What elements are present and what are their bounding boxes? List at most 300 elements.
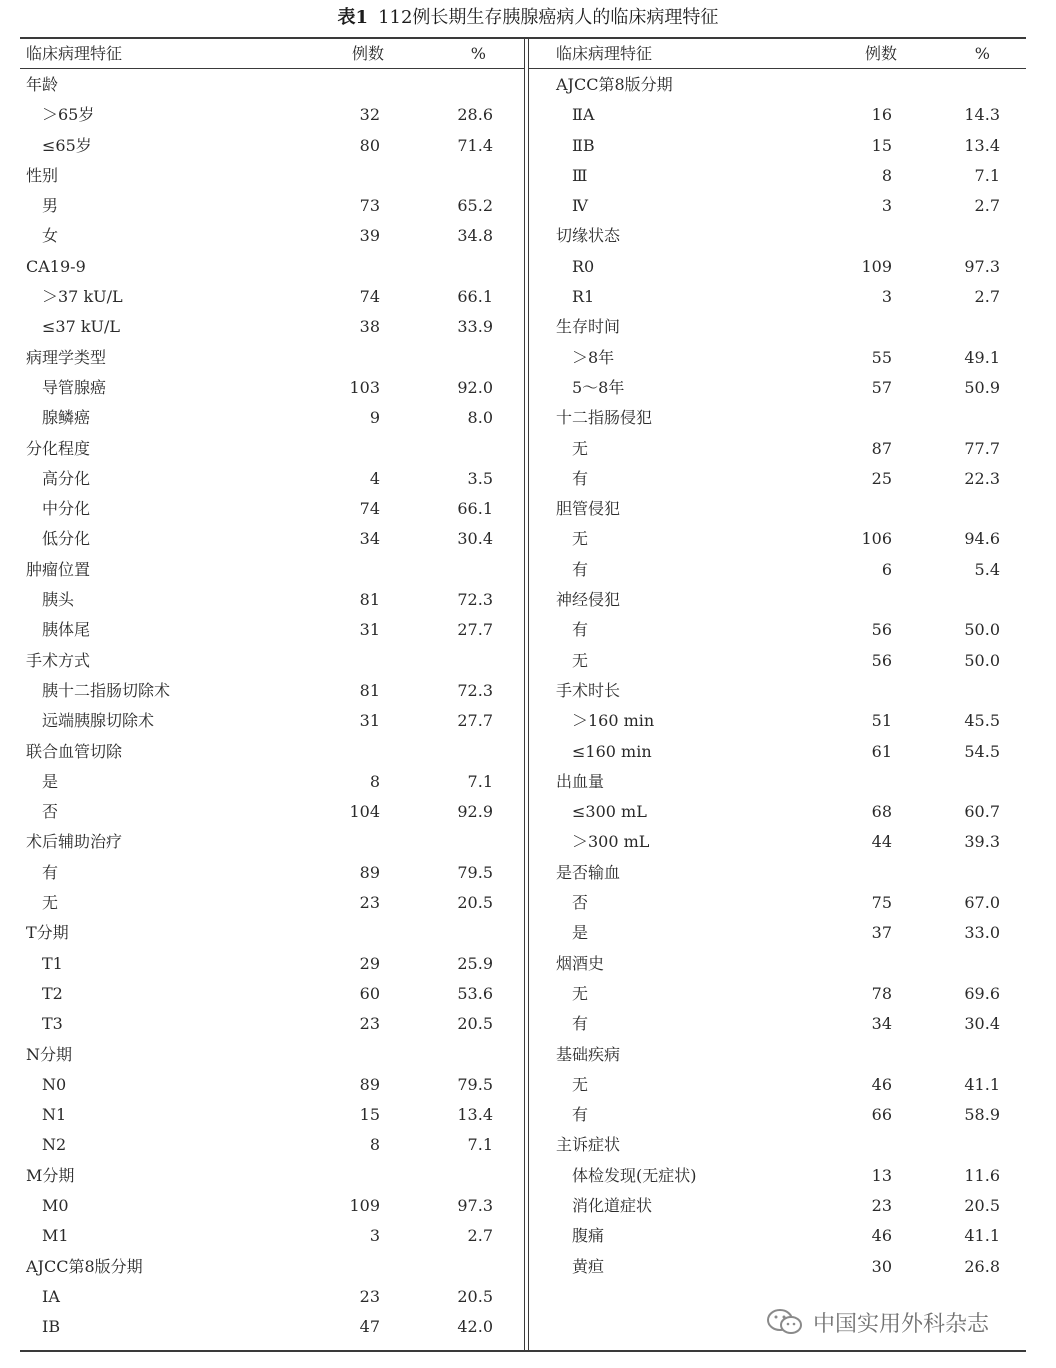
category-label: 切缘状态 <box>556 226 621 246</box>
right-table-column <box>529 40 1026 1276</box>
table-row <box>20 312 524 342</box>
row-count: 74 <box>359 287 380 307</box>
row-percent: 7.1 <box>467 1135 493 1155</box>
row-count: 55 <box>871 347 892 367</box>
column-divider <box>524 37 525 1352</box>
row-percent: 66.1 <box>457 287 493 307</box>
table-row <box>529 434 1026 464</box>
row-percent: 2.7 <box>974 196 1000 216</box>
table-label: 表1 <box>337 7 369 28</box>
row-count: 46 <box>871 1226 892 1246</box>
table-row <box>20 585 524 615</box>
row-count: 68 <box>871 802 892 822</box>
row-percent: 69.6 <box>964 983 1000 1003</box>
category-row <box>20 1161 524 1191</box>
row-count: 51 <box>871 711 892 731</box>
row-count: 109 <box>349 1195 380 1215</box>
row-count: 25 <box>871 468 892 488</box>
table-row <box>20 1282 524 1312</box>
row-count: 81 <box>359 590 380 610</box>
row-percent: 3.5 <box>467 468 493 488</box>
category-label: AJCC第8版分期 <box>26 1256 143 1276</box>
row-percent: 41.1 <box>964 1226 1000 1246</box>
row-count: 66 <box>871 1105 892 1125</box>
header-percent: % <box>470 44 486 63</box>
table-row <box>20 676 524 706</box>
row-percent: 79.5 <box>457 1074 493 1094</box>
row-percent: 71.4 <box>457 135 493 155</box>
category-row <box>20 343 524 373</box>
row-count: 56 <box>871 620 892 640</box>
row-count: 73 <box>359 196 380 216</box>
table-row <box>529 615 1026 645</box>
row-label: ＞300 mL <box>572 832 650 852</box>
row-percent: 58.9 <box>964 1105 1000 1125</box>
bottom-rule <box>20 1350 1026 1352</box>
category-label: 病理学类型 <box>26 347 107 367</box>
row-count: 39 <box>359 226 380 246</box>
row-label: 有 <box>572 559 589 579</box>
table-row <box>20 1009 524 1039</box>
row-percent: 2.7 <box>467 1226 493 1246</box>
table-row <box>529 918 1026 948</box>
category-row <box>20 555 524 585</box>
row-label: 黄疸 <box>572 1256 605 1276</box>
row-label: 高分化 <box>42 468 91 488</box>
row-count: 44 <box>871 832 892 852</box>
row-percent: 33.0 <box>964 923 1000 943</box>
row-label: 胰十二指肠切除术 <box>42 680 171 700</box>
row-percent: 94.6 <box>964 529 1000 549</box>
top-rule <box>20 37 1026 39</box>
row-label: 导管腺癌 <box>42 377 107 397</box>
row-count: 109 <box>861 256 892 276</box>
right-rows <box>529 70 1026 1282</box>
row-label: ＞65岁 <box>42 105 95 125</box>
row-label: 有 <box>572 468 589 488</box>
row-label: 无 <box>572 983 589 1003</box>
row-label: T3 <box>42 1014 63 1034</box>
row-percent: 25.9 <box>457 953 493 973</box>
category-row <box>20 827 524 857</box>
row-percent: 34.8 <box>457 226 493 246</box>
row-label: ＞160 min <box>572 711 655 731</box>
row-label: T2 <box>42 983 63 1003</box>
row-count: 31 <box>359 711 380 731</box>
row-label: 女 <box>42 226 59 246</box>
table-row <box>20 1221 524 1251</box>
row-percent: 20.5 <box>457 1014 493 1034</box>
category-label: T分期 <box>26 923 69 943</box>
row-percent: 14.3 <box>964 105 1000 125</box>
category-row <box>529 1130 1026 1160</box>
category-label: 基础疾病 <box>556 1044 621 1064</box>
table-row <box>20 221 524 251</box>
row-count: 81 <box>359 680 380 700</box>
row-count: 75 <box>871 893 892 913</box>
row-count: 46 <box>871 1074 892 1094</box>
category-label: 性别 <box>26 165 59 185</box>
row-count: 61 <box>871 741 892 761</box>
table-row <box>20 373 524 403</box>
row-count: 4 <box>369 468 380 488</box>
header-count: 例数 <box>351 44 384 63</box>
category-label: 手术方式 <box>26 650 91 670</box>
row-percent: 28.6 <box>457 105 493 125</box>
category-row <box>529 494 1026 524</box>
table-row <box>529 373 1026 403</box>
table-row <box>20 403 524 433</box>
table-row <box>20 888 524 918</box>
row-label: N1 <box>42 1105 67 1125</box>
category-label: 神经侵犯 <box>556 590 621 610</box>
category-row <box>529 221 1026 251</box>
category-label: 年龄 <box>26 75 59 94</box>
row-percent: 79.5 <box>457 862 493 882</box>
row-label: 5～8年 <box>572 377 625 397</box>
row-percent: 20.5 <box>457 1286 493 1306</box>
row-count: 3 <box>369 1226 380 1246</box>
category-row <box>529 585 1026 615</box>
table-row <box>529 464 1026 494</box>
row-label: Ⅲ <box>572 165 588 185</box>
row-count: 8 <box>369 771 380 791</box>
table-row <box>529 827 1026 857</box>
row-label: 低分化 <box>42 529 91 549</box>
table-row <box>20 494 524 524</box>
category-row <box>20 70 524 100</box>
row-count: 57 <box>871 377 892 397</box>
row-percent: 53.6 <box>457 983 493 1003</box>
row-percent: 30.4 <box>964 1014 1000 1034</box>
row-percent: 27.7 <box>457 620 493 640</box>
table-row <box>529 161 1026 191</box>
row-count: 80 <box>359 135 380 155</box>
row-percent: 22.3 <box>964 468 1000 488</box>
row-percent: 20.5 <box>457 893 493 913</box>
row-label: 胰体尾 <box>42 620 91 640</box>
table-row <box>529 797 1026 827</box>
row-count: 47 <box>359 1317 380 1337</box>
row-percent: 45.5 <box>964 711 1000 731</box>
row-count: 13 <box>871 1165 892 1185</box>
row-count: 23 <box>359 1014 380 1034</box>
row-count: 34 <box>359 529 380 549</box>
row-percent: 30.4 <box>457 529 493 549</box>
row-percent: 49.1 <box>964 347 1000 367</box>
row-count: 6 <box>881 559 892 579</box>
row-percent: 65.2 <box>457 196 493 216</box>
header-count: 例数 <box>864 44 897 63</box>
table-row <box>529 888 1026 918</box>
table-row <box>20 191 524 221</box>
table-row <box>20 1070 524 1100</box>
row-label: ⅠB <box>42 1317 61 1337</box>
table-row <box>529 1252 1026 1282</box>
table-row <box>529 1070 1026 1100</box>
row-count: 87 <box>871 438 892 458</box>
row-percent: 13.4 <box>457 1105 493 1125</box>
row-percent: 50.0 <box>964 650 1000 670</box>
row-label: T1 <box>42 953 63 973</box>
row-label: 胰头 <box>42 590 75 610</box>
row-count: 3 <box>881 287 892 307</box>
row-label: ⅡA <box>572 105 595 125</box>
category-row <box>529 949 1026 979</box>
row-label: 无 <box>42 893 59 913</box>
category-label: 胆管侵犯 <box>556 499 621 519</box>
row-label: 中分化 <box>42 499 91 519</box>
row-count: 32 <box>359 105 380 125</box>
table-row <box>529 282 1026 312</box>
row-count: 56 <box>871 650 892 670</box>
table-header <box>20 40 524 68</box>
row-percent: 72.3 <box>457 590 493 610</box>
table-row <box>20 1191 524 1221</box>
table-row <box>20 464 524 494</box>
row-percent: 5.4 <box>974 559 1000 579</box>
row-label: R0 <box>572 256 595 276</box>
row-label: 无 <box>572 650 589 670</box>
row-count: 9 <box>369 408 380 428</box>
row-percent: 60.7 <box>964 802 1000 822</box>
category-label: 出血量 <box>556 771 605 791</box>
table-row <box>20 858 524 888</box>
row-label: M1 <box>42 1226 69 1246</box>
category-row <box>529 70 1026 100</box>
category-label: 烟酒史 <box>556 953 605 973</box>
row-label: ⅡB <box>572 135 595 155</box>
table-header <box>529 40 1026 68</box>
row-label: ≤300 mL <box>572 802 647 822</box>
row-label: 无 <box>572 529 589 549</box>
row-percent: 8.0 <box>467 408 493 428</box>
row-label: 无 <box>572 1074 589 1094</box>
row-label: 腺鳞癌 <box>42 408 91 428</box>
table-row <box>20 282 524 312</box>
category-label: 手术时长 <box>556 680 621 700</box>
header-feature: 临床病理特征 <box>26 44 123 63</box>
row-count: 104 <box>349 802 380 822</box>
header-percent: % <box>974 44 990 63</box>
row-percent: 72.3 <box>457 680 493 700</box>
left-table-column <box>20 40 524 1337</box>
row-percent: 97.3 <box>457 1195 493 1215</box>
row-label: ≤37 kU/L <box>42 317 121 337</box>
table-row <box>529 343 1026 373</box>
row-label: 消化道症状 <box>572 1195 653 1215</box>
row-count: 89 <box>359 862 380 882</box>
category-label: M分期 <box>26 1165 75 1185</box>
table-row <box>529 706 1026 736</box>
row-percent: 26.8 <box>964 1256 1000 1276</box>
table-row <box>20 1130 524 1160</box>
row-count: 15 <box>871 135 892 155</box>
table-row <box>20 797 524 827</box>
table-row <box>529 524 1026 554</box>
category-row <box>20 646 524 676</box>
category-label: 分化程度 <box>26 438 91 458</box>
watermark-text: 中国实用外科杂志 <box>813 1311 990 1337</box>
category-row <box>529 676 1026 706</box>
category-label: 术后辅助治疗 <box>26 832 123 852</box>
category-row <box>529 403 1026 433</box>
table-row <box>20 706 524 736</box>
row-label: 是 <box>572 923 589 943</box>
row-count: 15 <box>359 1105 380 1125</box>
left-rows <box>20 70 524 1342</box>
row-label: 是 <box>42 771 59 791</box>
row-count: 8 <box>369 1135 380 1155</box>
table-row <box>20 767 524 797</box>
row-percent: 39.3 <box>964 832 1000 852</box>
table-row <box>20 524 524 554</box>
row-label: ⅠA <box>42 1286 60 1306</box>
row-count: 3 <box>881 196 892 216</box>
row-percent: 13.4 <box>964 135 1000 155</box>
watermark <box>765 1305 989 1339</box>
row-label: 否 <box>42 802 59 822</box>
table-row <box>20 979 524 1009</box>
row-percent: 77.7 <box>964 438 1000 458</box>
row-label: 远端胰腺切除术 <box>42 711 155 731</box>
table-row <box>20 131 524 161</box>
category-row <box>20 918 524 948</box>
table-row <box>529 555 1026 585</box>
row-count: 60 <box>359 983 380 1003</box>
table-row <box>529 737 1026 767</box>
row-count: 37 <box>871 923 892 943</box>
table-row <box>529 979 1026 1009</box>
row-label: ＞8年 <box>572 347 615 367</box>
row-count: 34 <box>871 1014 892 1034</box>
table-row <box>20 100 524 130</box>
table-caption: 112例长期生存胰腺癌病人的临床病理特征 <box>378 7 719 28</box>
header-rule-left <box>20 68 524 69</box>
table-row <box>529 1221 1026 1251</box>
table-row <box>529 1009 1026 1039</box>
row-percent: 42.0 <box>457 1317 493 1337</box>
table-row <box>20 1100 524 1130</box>
row-label: 体检发现(无症状) <box>572 1165 697 1185</box>
category-label: 是否输血 <box>556 862 621 882</box>
category-row <box>529 767 1026 797</box>
row-count: 23 <box>871 1195 892 1215</box>
category-label: 肿瘤位置 <box>26 559 91 579</box>
row-label: Ⅳ <box>572 196 588 216</box>
row-percent: 27.7 <box>457 711 493 731</box>
category-row <box>20 1252 524 1282</box>
header-rule-right <box>529 68 1026 69</box>
table-row <box>20 949 524 979</box>
row-count: 16 <box>871 105 892 125</box>
row-label: 否 <box>572 893 589 913</box>
row-percent: 92.9 <box>457 802 493 822</box>
row-label: 有 <box>42 862 59 882</box>
row-count: 30 <box>871 1256 892 1276</box>
category-row <box>20 252 524 282</box>
table-row <box>529 646 1026 676</box>
table-title <box>0 4 1056 32</box>
row-count: 103 <box>349 377 380 397</box>
category-label: N分期 <box>26 1044 73 1064</box>
row-label: ＞37 kU/L <box>42 287 123 307</box>
row-percent: 41.1 <box>964 1074 1000 1094</box>
category-row <box>529 312 1026 342</box>
category-label: 十二指肠侵犯 <box>556 408 653 428</box>
row-percent: 2.7 <box>974 287 1000 307</box>
category-row <box>20 1040 524 1070</box>
row-percent: 92.0 <box>457 377 493 397</box>
row-percent: 66.1 <box>457 499 493 519</box>
row-label: 无 <box>572 438 589 458</box>
row-count: 23 <box>359 1286 380 1306</box>
table-row <box>529 191 1026 221</box>
row-count: 89 <box>359 1074 380 1094</box>
table-row <box>529 1191 1026 1221</box>
row-label: M0 <box>42 1195 69 1215</box>
row-percent: 20.5 <box>964 1195 1000 1215</box>
table-row <box>529 1161 1026 1191</box>
table-row <box>529 252 1026 282</box>
row-count: 38 <box>359 317 380 337</box>
row-percent: 97.3 <box>964 256 1000 276</box>
row-percent: 33.9 <box>457 317 493 337</box>
row-count: 8 <box>881 165 892 185</box>
row-count: 78 <box>871 983 892 1003</box>
row-label: ≤65岁 <box>42 135 92 155</box>
category-row <box>20 737 524 767</box>
wechat-icon <box>765 1307 805 1337</box>
row-percent: 7.1 <box>467 771 493 791</box>
row-percent: 67.0 <box>964 893 1000 913</box>
category-row <box>529 1040 1026 1070</box>
row-count: 29 <box>359 953 380 973</box>
row-label: N2 <box>42 1135 67 1155</box>
table-row <box>20 615 524 645</box>
row-label: ≤160 min <box>572 741 652 761</box>
category-row <box>20 434 524 464</box>
category-label: AJCC第8版分期 <box>556 75 673 94</box>
row-percent: 11.6 <box>964 1165 1000 1185</box>
category-label: 联合血管切除 <box>26 741 123 761</box>
row-label: 有 <box>572 1105 589 1125</box>
row-count: 74 <box>359 499 380 519</box>
category-row <box>529 858 1026 888</box>
header-feature: 临床病理特征 <box>556 44 653 63</box>
category-row <box>20 161 524 191</box>
table-row <box>529 131 1026 161</box>
table-row <box>529 1100 1026 1130</box>
row-label: 男 <box>42 196 59 216</box>
row-label: 有 <box>572 620 589 640</box>
category-label: 主诉症状 <box>556 1135 621 1155</box>
row-count: 106 <box>861 529 892 549</box>
row-percent: 7.1 <box>974 165 1000 185</box>
row-label: 腹痛 <box>572 1226 605 1246</box>
row-percent: 54.5 <box>964 741 1000 761</box>
row-label: N0 <box>42 1074 67 1094</box>
row-percent: 50.0 <box>964 620 1000 640</box>
row-percent: 50.9 <box>964 377 1000 397</box>
row-count: 31 <box>359 620 380 640</box>
row-label: 有 <box>572 1014 589 1034</box>
category-label: CA19-9 <box>26 256 86 276</box>
row-label: R1 <box>572 287 595 307</box>
table-row <box>529 100 1026 130</box>
row-count: 23 <box>359 893 380 913</box>
category-label: 生存时间 <box>556 317 621 337</box>
